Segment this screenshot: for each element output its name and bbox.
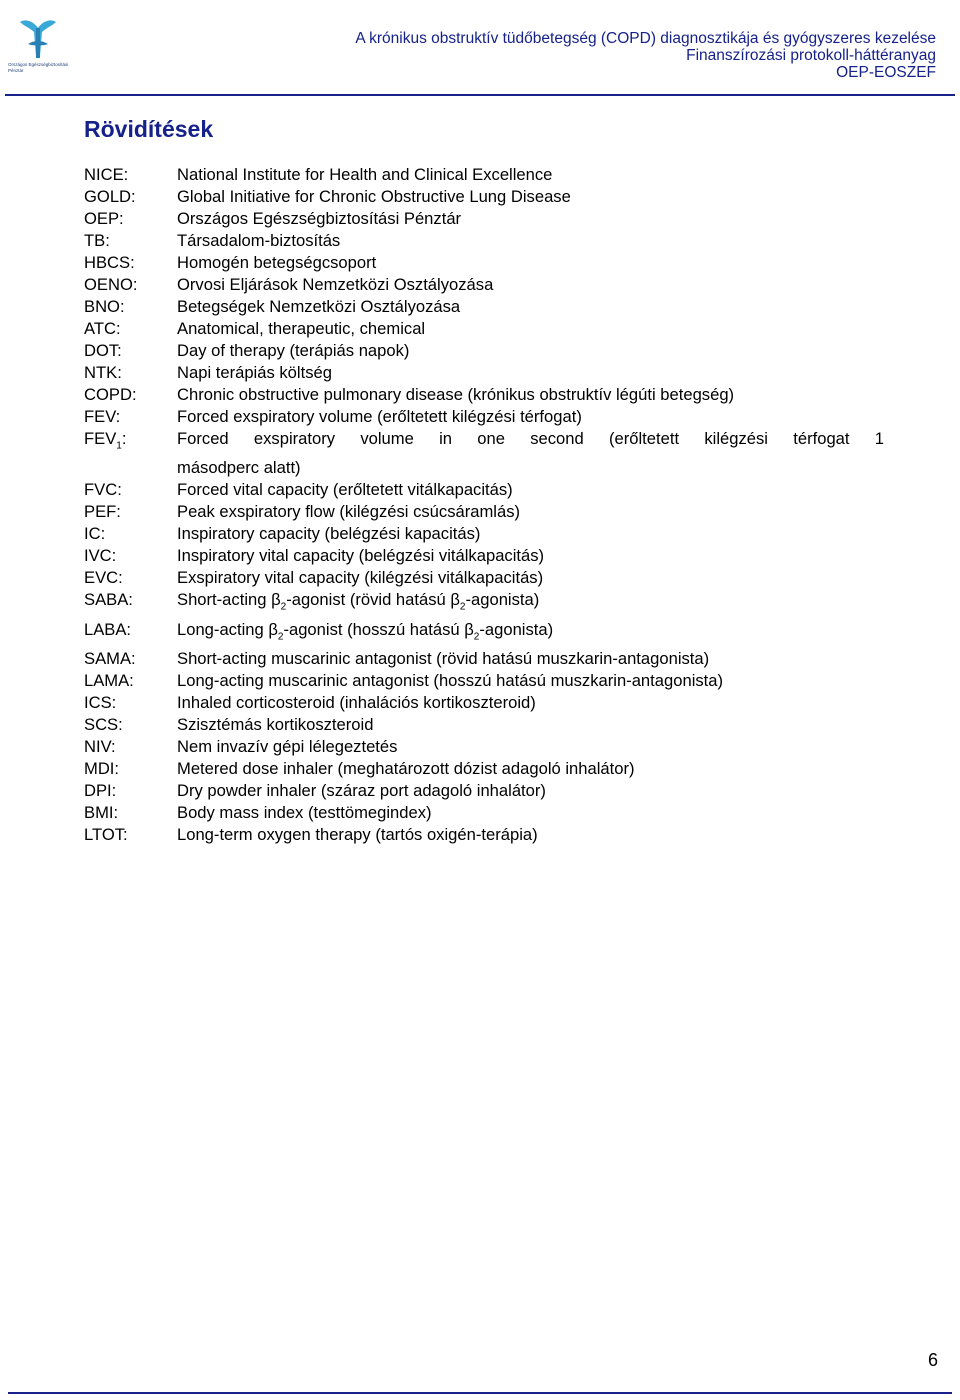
abbreviation-key: COPD:: [84, 385, 137, 404]
page-header: [0, 0, 960, 95]
abbreviation-row: [84, 164, 884, 186]
abbreviation-row: [84, 296, 884, 318]
abbreviation-key: DPI:: [84, 780, 117, 800]
abbreviation-row: [84, 406, 884, 428]
abbreviation-key: LABA:: [84, 619, 132, 639]
abbreviation-key: LTOT:: [84, 824, 128, 844]
abbreviation-key: SABA:: [84, 590, 133, 610]
abbreviation-definition: National Institute for Health and Clinical Excellence: [177, 165, 553, 184]
abbreviation-row: [84, 208, 884, 230]
abbreviation-definition: Metered dose inhaler (meghatározott dózist adagoló inhalátor): [177, 758, 635, 778]
abbreviation-definition: Dry powder inhaler (száraz port adagoló inhalátor): [177, 780, 546, 800]
abbreviation-list: [84, 164, 884, 846]
abbreviation-key: OEP:: [84, 209, 124, 228]
abbreviation-row: [84, 230, 884, 252]
abbreviation-row: [84, 274, 884, 296]
logo-text: Országos Egészségbiztosítási Pénztár: [8, 62, 69, 73]
abbreviation-definition: Body mass index (testtömegindex): [177, 802, 432, 822]
abbreviation-definition: Short-acting muscarinic antagonist (rövid hatású muszkarin-antagonista): [177, 648, 710, 668]
abbreviation-row: [84, 780, 884, 802]
abbreviation-definition: Nem invazív gépi lélegeztetés: [177, 736, 398, 756]
abbreviation-definition: Peak exspiratory flow (kilégzési csúcsáramlás): [177, 502, 521, 522]
abbreviation-row: [84, 340, 884, 362]
abbreviation-definition: Short-acting $\beta_2$-agonist (rövid hatású $\beta_2-agonista$): [177, 590, 540, 613]
abbreviation-key: OENO:: [84, 275, 138, 294]
abbreviation-row: [84, 824, 884, 846]
abbreviation-row: [84, 362, 884, 384]
abbreviation-definition: Országos Egészségbiztosítási Pénztár: [177, 209, 462, 228]
abbreviation-definition: Betegségek Nemzetközi Osztályozása: [177, 297, 461, 316]
abbreviation-definition: Forced exspiratory volume (erőltetett kilégzési térfogat): [177, 407, 582, 426]
abbreviation-definition-continued: másodperc alatt): [177, 458, 301, 478]
abbreviation-definition: Global Initiative for Chronic Obstructive Lung Disease: [177, 187, 571, 206]
abbreviation-key: NTK:: [84, 363, 122, 382]
abbreviation-row: [84, 670, 884, 692]
abbreviation-key: LAMA:: [84, 670, 134, 690]
abbreviation-key: IC:: [84, 524, 106, 544]
abbreviation-row: [84, 648, 884, 670]
abbreviation-key: EVC:: [84, 568, 123, 588]
abbreviation-key: PEF:: [84, 502, 121, 522]
abbreviation-definition: Társadalom-biztosítás: [177, 231, 341, 250]
abbreviation-key: FEV:: [84, 407, 121, 426]
abbreviation-definition: Homogén betegségcsoport: [177, 253, 377, 272]
header-line-2: Finanszírozási protokoll-háttéranyag: [686, 47, 936, 64]
abbreviation-row: [84, 384, 884, 406]
abbreviation-row-laba: [84, 619, 884, 648]
abbreviation-definition: Chronic obstructive pulmonary disease (krónikus obstruktív légúti betegség): [177, 385, 735, 404]
abbreviation-row: [84, 567, 884, 589]
abbreviation-row: [84, 758, 884, 780]
abbreviation-definition: Inspiratory vital capacity (belégzési vitálkapacitás): [177, 546, 545, 566]
abbreviation-key: SCS:: [84, 714, 123, 734]
abbreviation-row: [84, 252, 884, 274]
abbreviation-key: NIV:: [84, 736, 116, 756]
abbreviation-row: [84, 186, 884, 208]
abbreviation-definition: Long-acting muscarinic antagonist (hosszú hatású muszkarin-antagonista): [177, 670, 724, 690]
abbreviation-definition: Anatomical, therapeutic, chemical: [177, 319, 426, 338]
abbreviation-key: MDI:: [84, 758, 120, 778]
abbreviation-key: BNO:: [84, 297, 125, 316]
abbreviation-definition: Napi terápiás költség: [177, 363, 332, 382]
abbreviation-key: TB:: [84, 231, 110, 250]
abbreviation-row: [84, 802, 884, 824]
abbreviation-definition: Szisztémás kortikoszteroid: [177, 714, 374, 734]
footer-rule: [8, 1392, 952, 1394]
page-number: 6: [927, 1350, 938, 1370]
abbreviation-key: BMI:: [84, 802, 119, 822]
abbreviation-key: SAMA:: [84, 648, 136, 668]
abbreviation-row: [84, 714, 884, 736]
abbreviation-row: [84, 736, 884, 758]
abbreviation-key: FVC:: [84, 480, 122, 500]
abbreviation-definition: Long-term oxygen therapy (tartós oxigén-terápia): [177, 824, 538, 844]
abbreviation-definition: Forced exspiratory volume in one second (erőltetett kilégzési térfogat 1: [177, 429, 884, 448]
abbreviation-key: NICE:: [84, 165, 129, 184]
abbreviation-row: [84, 501, 884, 523]
abbreviation-definition: Day of therapy (terápiás napok): [177, 341, 410, 360]
abbreviation-row-fev1: [84, 428, 884, 457]
abbreviation-row: [84, 523, 884, 545]
abbreviation-definition: Orvosi Eljárások Nemzetközi Osztályozása: [177, 275, 494, 294]
abbreviation-key: DOT:: [84, 341, 122, 360]
abbreviation-key: ICS:: [84, 692, 117, 712]
abbreviation-definition: Exspiratory vital capacity (kilégzési vitálkapacitás): [177, 568, 544, 588]
header-text: [355, 30, 936, 81]
header-line-3: OEP-EOSZEF: [836, 64, 936, 81]
abbreviation-key: GOLD:: [84, 187, 136, 206]
abbreviation-key: HBCS:: [84, 253, 135, 272]
abbreviation-definition: Forced vital capacity (erőltetett vitálkapacitás): [177, 480, 513, 500]
abbreviation-definition: Inspiratory capacity (belégzési kapacitás): [177, 524, 481, 544]
header-rule: [5, 94, 955, 96]
page-title: Rövidítések: [84, 116, 214, 142]
abbreviation-row: [84, 318, 884, 340]
abbreviation-definition: Inhaled corticosteroid (inhalációs kortikoszteroid): [177, 692, 536, 712]
header-line-1: A krónikus obstruktív tüdőbetegség (COPD) diagnosztikája és gyógyszeres kezelése: [355, 30, 936, 47]
abbreviation-row: [84, 692, 884, 714]
abbreviation-key: ATC:: [84, 319, 121, 338]
abbreviation-key: $FEV_1$:: [84, 429, 127, 452]
abbreviation-row: [84, 479, 884, 501]
abbreviation-definition: Long-acting $\beta_2$-agonist (hosszú hatású $\beta_2-agonista$): [177, 619, 554, 642]
abbreviation-row-saba: [84, 589, 884, 618]
abbreviation-row: [84, 545, 884, 567]
abbreviation-key: IVC:: [84, 546, 117, 566]
